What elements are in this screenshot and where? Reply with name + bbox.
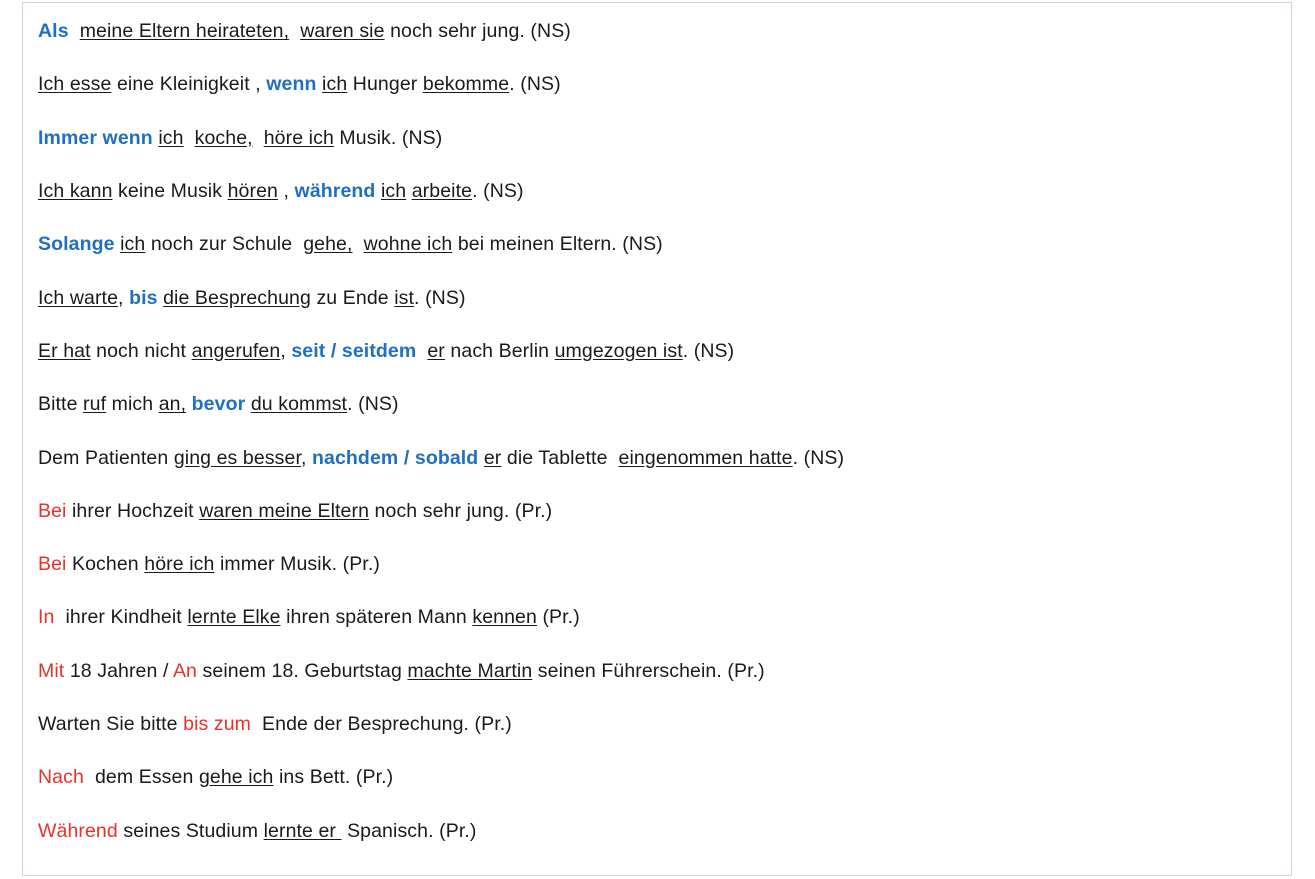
text-span: immer Musik. (Pr.): [214, 553, 380, 576]
text-span: ihren späteren Mann: [280, 606, 473, 629]
text-span: noch sehr jung. (NS): [384, 20, 571, 42]
underlined-phrase: ist: [394, 286, 415, 309]
text-span: dem Essen: [83, 766, 199, 789]
underlined-phrase: wohne ich: [363, 233, 453, 256]
underlined-phrase: waren sie: [300, 20, 385, 42]
text-span: . (NS): [347, 393, 399, 416]
underlined-phrase: lernte Elke: [187, 606, 281, 629]
sentence-line: [38, 71, 1268, 97]
text-span: Spanisch. (Pr.): [341, 819, 477, 842]
text-span: ihrer Hochzeit: [66, 499, 200, 522]
text-span: Warten Sie bitte: [38, 713, 184, 736]
preposition-highlight: Bei: [38, 499, 67, 522]
sentence-line: [38, 764, 1268, 790]
sentence-line: [38, 445, 1268, 471]
sentence-line: [38, 178, 1268, 204]
underlined-phrase: arbeite: [411, 179, 473, 202]
text-span: [253, 127, 264, 149]
underlined-phrase: ruf: [83, 393, 107, 416]
text-span: die Tablette: [501, 446, 619, 469]
underlined-phrase: ich: [322, 73, 348, 96]
underlined-phrase: die Besprechung: [163, 286, 311, 309]
sentence-line: [38, 285, 1268, 311]
text-span: . (NS): [509, 73, 561, 96]
underlined-phrase: Ich esse: [38, 73, 112, 96]
underlined-phrase: bekomme: [422, 73, 510, 96]
underlined-phrase: Ich warte: [38, 286, 119, 309]
conjunction-highlight: während: [294, 179, 376, 202]
text-span: mich: [106, 393, 159, 416]
text-span: . (NS): [414, 286, 466, 309]
underlined-phrase: ging es besser: [173, 446, 301, 469]
sentence-line: [38, 604, 1268, 630]
conjunction-highlight: seit / seitdem: [291, 339, 417, 362]
underlined-phrase: kennen: [472, 606, 537, 629]
text-span: keine Musik: [112, 179, 228, 202]
underlined-phrase: koche,: [194, 126, 253, 149]
preposition-highlight: An: [172, 659, 197, 682]
sentence-line: [38, 125, 1268, 151]
text-span: seines Studium: [117, 819, 264, 842]
text-span: ihrer Kindheit: [54, 606, 188, 629]
text-span: ,: [118, 286, 130, 309]
underlined-phrase: gehe,: [303, 233, 353, 256]
conjunction-highlight: wenn: [266, 73, 317, 96]
preposition-highlight: Mit: [38, 659, 65, 682]
text-span: ins Bett. (Pr.): [273, 766, 394, 789]
underlined-phrase: höre ich: [144, 553, 215, 576]
underlined-phrase: angerufen: [191, 339, 281, 362]
text-span: Hunger: [347, 73, 423, 96]
preposition-highlight: Bei: [38, 553, 67, 576]
sentence-line: [38, 231, 1268, 257]
underlined-phrase: Ich kann: [38, 179, 113, 202]
sentence-line: [38, 658, 1268, 684]
text-span: ,: [300, 446, 313, 469]
sentence-line: [38, 391, 1268, 417]
preposition-highlight: Während: [38, 819, 118, 842]
text-span: bei meinen Eltern. (NS): [452, 233, 663, 256]
underlined-phrase: machte Martin: [407, 659, 533, 682]
text-span: . (NS): [792, 446, 845, 469]
text-span: . (NS): [682, 339, 735, 362]
sentence-line: [38, 711, 1268, 737]
text-span: [289, 20, 300, 42]
underlined-phrase: waren meine Eltern: [199, 499, 370, 522]
text-span: 18 Jahren /: [64, 659, 173, 682]
text-span: noch nicht: [90, 339, 192, 362]
text-span: eine Kleinigkeit ,: [111, 73, 267, 96]
underlined-phrase: ich: [158, 126, 184, 149]
underlined-phrase: ich: [120, 233, 146, 256]
text-span: Dem Patienten: [38, 446, 174, 469]
underlined-phrase: du kommst: [250, 393, 348, 416]
text-span: noch sehr jung. (Pr.): [369, 499, 553, 522]
conjunction-highlight: Als: [38, 20, 69, 42]
underlined-phrase: höre ich: [263, 126, 334, 149]
underlined-phrase: hören: [227, 179, 278, 202]
sentence-line: [38, 551, 1268, 577]
preposition-highlight: bis zum: [183, 713, 252, 736]
conjunction-highlight: bevor: [191, 393, 246, 416]
underlined-phrase: gehe ich: [198, 766, 274, 789]
sentence-line: [38, 338, 1268, 364]
text-span: Musik. (NS): [333, 126, 443, 149]
text-span: Ende der Besprechung. (Pr.): [251, 713, 512, 736]
preposition-highlight: In: [38, 606, 55, 629]
sentence-line: [38, 18, 1268, 44]
text-span: zu Ende: [310, 286, 395, 309]
document-body: [38, 18, 1268, 844]
preposition-highlight: Nach: [38, 766, 84, 789]
text-span: (Pr.): [536, 606, 580, 629]
text-span: ,: [280, 339, 292, 362]
sentence-line: [38, 498, 1268, 524]
text-span: [184, 127, 195, 149]
text-span: noch zur Schule: [145, 233, 304, 256]
conjunction-highlight: bis: [129, 286, 158, 309]
underlined-phrase: er: [483, 446, 502, 469]
text-span: Kochen: [66, 553, 145, 576]
underlined-phrase: umgezogen ist: [554, 339, 683, 362]
text-span: . (NS): [472, 179, 524, 202]
text-span: seinem 18. Geburtstag: [197, 659, 408, 682]
conjunction-highlight: Immer wenn: [38, 126, 153, 149]
underlined-phrase: ich: [380, 179, 407, 202]
underlined-phrase: Er hat: [38, 339, 91, 362]
underlined-phrase: eingenommen hatte: [618, 446, 793, 469]
text-span: Bitte: [38, 393, 84, 416]
conjunction-highlight: Solange: [38, 233, 115, 256]
conjunction-highlight: nachdem / sobald: [312, 446, 479, 469]
text-span: nach Berlin: [444, 339, 555, 362]
underlined-phrase: an,: [158, 393, 187, 416]
text-span: [353, 233, 364, 255]
text-span: ,: [277, 179, 295, 202]
sentence-line: [38, 818, 1268, 844]
text-span: [69, 20, 80, 42]
underlined-phrase: meine Eltern heirateten,: [79, 20, 290, 42]
underlined-phrase: lernte er: [263, 819, 342, 842]
text-span: seinen Führerschein. (Pr.): [532, 659, 765, 682]
underlined-phrase: er: [427, 339, 445, 362]
text-span: [416, 340, 427, 362]
